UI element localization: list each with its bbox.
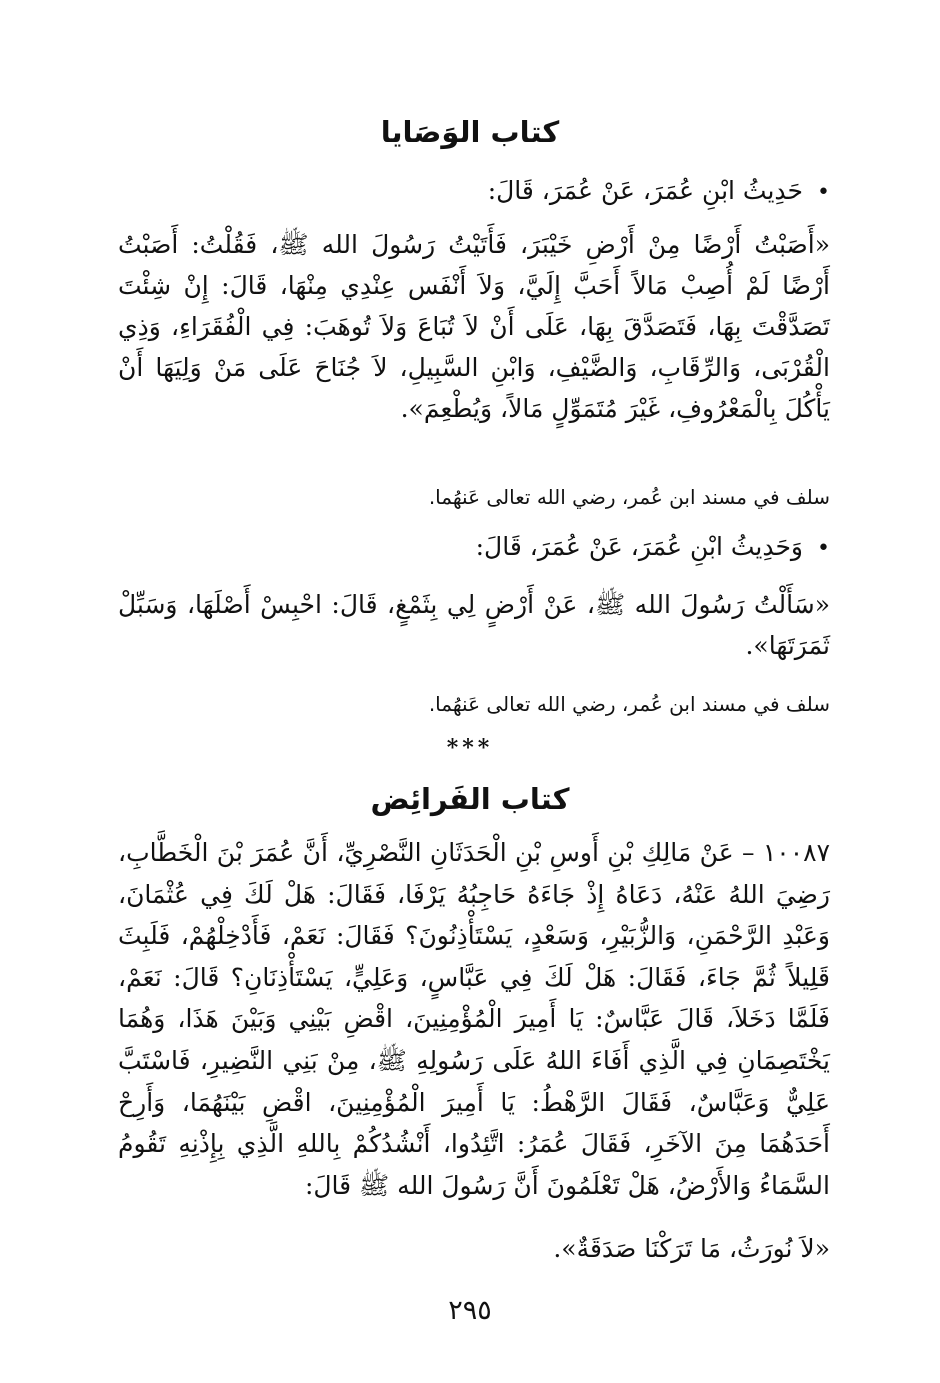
bullet-icon: •: [817, 180, 830, 205]
hadith-text-1: «أَصَبْتُ أَرْضًا مِنْ أَرْضِ خَيْبَرَ، فَأَتَيْتُ رَسُولَ الله ﷺ، فَقُلْتُ: أَصَبْتُ أَرْضًا لَمْ أُصِبْ مَالاً أَحَبَّ إِلَيَّ، وَلاَ أَنْفَس عِنْدِي مِنْهَا، قَالَ: إِنْ شِئْتَ تَصَدَّقْتَ بِهَا، فَتَصَدَّقَ بِهَا، عَلَى أَنْ لاَ تُبَاعَ وَلاَ تُوهَبَ: فِي الْفُقَرَاءِ، وَذِي الْقُرْبَى، وَالرِّقَابِ، وَالضَّيْفِ، وَابْنِ السَّبِيلِ، لاَ جُنَاحَ عَلَى مَنْ وَلِيَهَا أَنْ يَأْكُلَ بِالْمَعْرُوفِ، غَيْرَ مُتَمَوِّلٍ مَالاً، وَيُطْعِمَ».: [118, 230, 830, 423]
page-number: ٢٩٥: [448, 1295, 492, 1326]
hadith-intro-text: حَدِيثُ ابْنِ عُمَرَ، عَنْ عُمَرَ، قَالَ:: [487, 176, 804, 205]
hadith-intro-2: [118, 527, 830, 569]
prophet-quote: «لاَ نُورَثُ، مَا تَرَكْنَا صَدَقَةٌ».: [553, 1234, 830, 1263]
hadith-intro-text: وَحَدِيثُ ابْنِ عُمَرَ، عَنْ عُمَرَ، قَالَ:: [475, 532, 804, 561]
book-title-inheritance: كتاب الفَرائِض: [370, 782, 570, 816]
hadith-intro-1: [118, 171, 830, 213]
book-title-wills: كتاب الوَصَايا: [380, 115, 560, 149]
source-note-1: سلف في مسند ابن عُمر، رضي الله تعالى عَنهُما.: [428, 485, 830, 509]
hadith-text-2: «سَأَلْتُ رَسُولَ الله ﷺ، عَنْ أَرْضٍ لِي بِثَمْغٍ، قَالَ: احْبِسْ أَصْلَهَا، وَسَبِّلْ ثَمَرَتَهَا».: [118, 590, 830, 660]
hadith-text-10087: ١٠٠٨٧ – عَنْ مَالِكِ بْنِ أَوسِ بْنِ الْحَدَثَانِ النَّصْرِيِّ، أَنَّ عُمَرَ بْنَ الْخَطَّابِ، رَضِيَ اللهُ عَنْهُ، دَعَاهُ إِذْ جَاءَهُ حَاجِبُهُ يَرْفَا، فَقَالَ: هَلْ لَكَ فِي عُثْمَانَ، وَعَبْدِ الرَّحْمَنِ، وَالزُّبَيْرِ، وَسَعْدٍ، يَسْتَأْذِنُونَ؟ فَقَالَ: نَعَمْ، فَأَدْخِلْهُمْ، فَلَبِثَ قَلِيلاً ثُمَّ جَاءَ، فَقَالَ: هَلْ لَكَ فِي عَبَّاسٍ، وَعَلِيٍّ، يَسْتَأْذِنَانِ؟ قَالَ: نَعَمْ، فَلَمَّا دَخَلاَ، قَالَ عَبَّاسٌ: يَا أَمِيرَ الْمُؤْمِنِينَ، اقْضِ بَيْنِي وَبَيْنَ هَذَا، وَهُمَا يَخْتَصِمَانِ فِي الَّذِي أَفَاءَ اللهُ عَلَى رَسُولِهِ ﷺ، مِنْ بَنِي النَّضِيرِ، فَاسْتَبَّ عَلِيٌّ وَعَبَّاسٌ، فَقَالَ الرَّهْطُ: يَا أَمِيرَ الْمُؤْمِنِينَ، اقْضِ بَيْنَهُمَا، وَأَرِحْ أَحَدَهُمَا مِنَ الآخَرِ، فَقَالَ عُمَرُ: اتَّئِدُوا، أَنْشُدُكُمْ بِاللهِ الَّذِي بِإِذْنِهِ تَقُومُ السَّمَاءُ وَالأَرْضُ، هَلْ تَعْلَمُونَ أَنَّ رَسُولَ الله ﷺ قَالَ:: [118, 838, 830, 1200]
section-separator: ***: [446, 735, 494, 761]
bullet-icon: •: [817, 536, 830, 561]
source-note-2: سلف في مسند ابن عُمر، رضي الله تعالى عَنهُما.: [428, 692, 830, 716]
